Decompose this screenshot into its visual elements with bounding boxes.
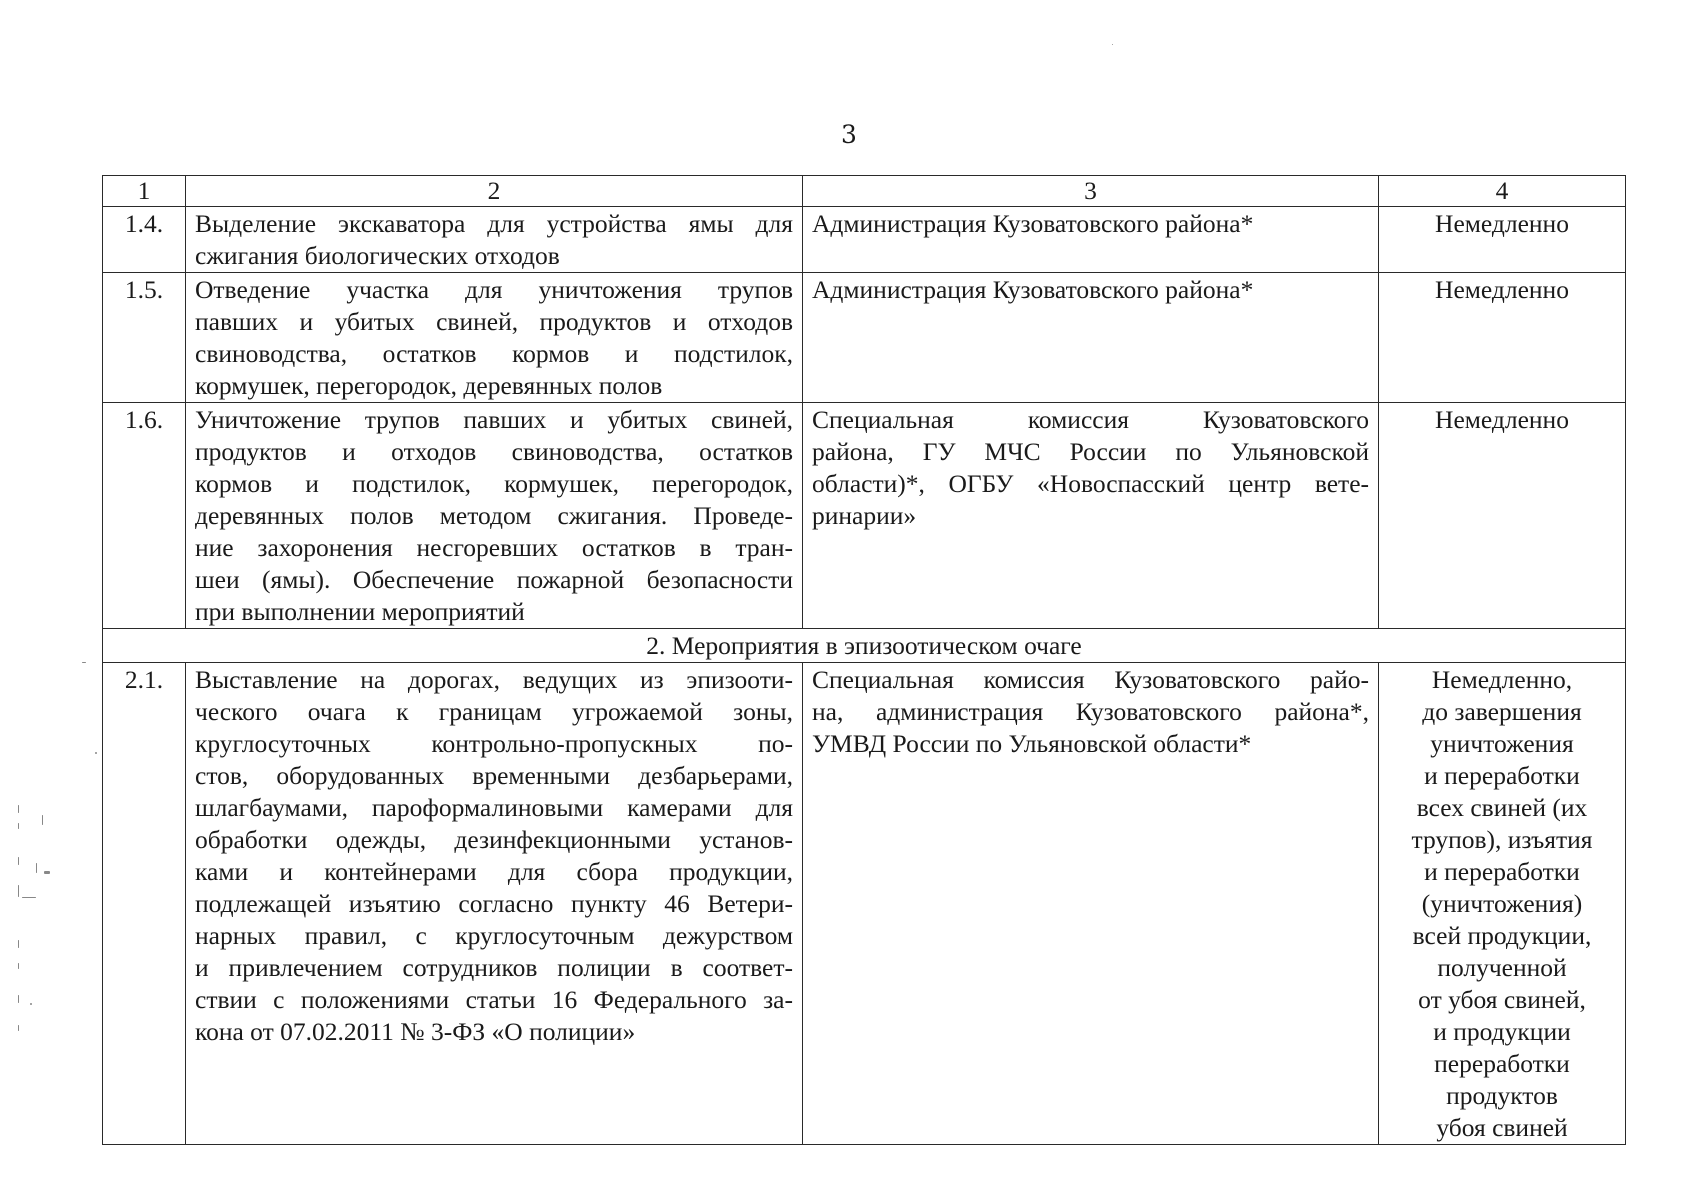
table-row <box>103 207 1626 273</box>
text-line: шеи (ямы). Обеспечение пожарной безопасности <box>195 565 793 594</box>
text-line: Специальная комиссия Кузоватовского <box>812 405 1369 434</box>
text-line: ческого очага к границам угрожаемой зоны, <box>195 697 793 726</box>
text-line: Администрация Кузоватовского района* <box>812 275 1254 304</box>
measures-table <box>102 175 1626 1145</box>
scan-speck <box>1112 44 1113 45</box>
text-line: ние захоронения несгоревших остатков в тран- <box>195 533 793 562</box>
text-line: круглосуточных контрольно-пропускных по- <box>195 729 793 758</box>
text-line: Выставление на дорогах, ведущих из эпизооти- <box>195 665 793 694</box>
text-line: и переработки <box>1424 761 1580 790</box>
text-line: Специальная комиссия Кузоватовского райо- <box>812 665 1369 694</box>
text-line: деревянных полов методом сжигания. Проведе- <box>195 501 793 530</box>
text-line: переработки <box>1434 1049 1570 1078</box>
event-cell <box>186 207 803 273</box>
row-number: 1.6. <box>103 403 186 629</box>
event-cell <box>186 663 803 1145</box>
text-line: и продукции <box>1433 1017 1571 1046</box>
row-number: 2.1. <box>103 663 186 1145</box>
text-line: полученной <box>1437 953 1567 982</box>
text-line: ствии с положениями статьи 16 Федерального за- <box>195 985 793 1014</box>
text-line: и привлечением сотрудников полиции в соответ- <box>195 953 793 982</box>
scan-speck <box>82 662 86 663</box>
text-line: ринарии» <box>812 501 917 530</box>
event-cell <box>186 273 803 403</box>
text-line: ками и контейнерами для сбора продукции, <box>195 857 793 886</box>
text-line: стов, оборудованных временными дезбарьерами, <box>195 761 793 790</box>
text-line: Отведение участка для уничтожения трупов <box>195 275 793 304</box>
text-line: Уничтожение трупов павших и убитых свиней, <box>195 405 793 434</box>
text-line: Немедленно, <box>1431 665 1573 694</box>
table-row <box>103 663 1626 1145</box>
text-line: шлагбаумами, пароформалиновыми камерами для <box>195 793 793 822</box>
text-line: от убоя свиней, <box>1418 985 1586 1014</box>
text-line: всей продукции, <box>1412 921 1592 950</box>
text-line: подлежащей изъятию согласно пункту 46 Ветери- <box>195 889 793 918</box>
row-number: 1.5. <box>103 273 186 403</box>
table-header-row <box>103 176 1626 207</box>
row-number: 1.4. <box>103 207 186 273</box>
responsible-cell <box>803 273 1379 403</box>
text-line: уничтожения <box>1430 729 1574 758</box>
text-line: павших и убитых свиней, продуктов и отходов <box>195 307 793 336</box>
scan-speck <box>95 752 97 754</box>
text-line: Администрация Кузоватовского района* <box>812 209 1254 238</box>
text-line: обработки одежды, дезинфекционными установ- <box>195 825 793 854</box>
text-line: всех свиней (их <box>1416 793 1588 822</box>
text-line: (уничтожения) <box>1421 889 1583 918</box>
text-line: продуктов <box>1446 1081 1558 1110</box>
text-line: кона от 07.02.2011 № 3-ФЗ «О полиции» <box>195 1017 636 1046</box>
text-line: сжигания биологических отходов <box>195 241 560 270</box>
table-row <box>103 273 1626 403</box>
column-header-number: 1 <box>103 176 186 207</box>
text-line: Немедленно <box>1435 209 1569 238</box>
text-line: Выделение экскаватора для устройства ямы для <box>195 209 793 238</box>
column-header-event: 2 <box>186 176 803 207</box>
text-line: района, ГУ МЧС России по Ульяновской <box>812 437 1369 466</box>
table-row <box>103 403 1626 629</box>
text-line: и переработки <box>1424 857 1580 886</box>
scan-artifacts <box>14 805 64 1045</box>
responsible-cell <box>803 663 1379 1145</box>
event-cell <box>186 403 803 629</box>
text-line: до завершения <box>1422 697 1582 726</box>
page-number: 3 <box>841 120 857 149</box>
text-line: кормов и подстилок, кормушек, перегородок, <box>195 469 793 498</box>
responsible-cell <box>803 403 1379 629</box>
deadline-cell <box>1379 273 1626 403</box>
text-line: кормушек, перегородок, деревянных полов <box>195 371 663 400</box>
text-line: трупов), изъятия <box>1411 825 1593 854</box>
text-line: продуктов и отходов свиноводства, остатков <box>195 437 793 466</box>
text-line: убоя свиней <box>1436 1113 1568 1142</box>
text-line: нарных правил, с круглосуточным дежурством <box>195 921 793 950</box>
column-header-deadline: 4 <box>1379 176 1626 207</box>
text-line: свиноводства, остатков кормов и подстилок, <box>195 339 793 368</box>
deadline-cell <box>1379 663 1626 1145</box>
section-heading-row <box>103 629 1626 663</box>
deadline-cell <box>1379 207 1626 273</box>
text-line: на, администрация Кузоватовского района*, <box>812 697 1369 726</box>
responsible-cell <box>803 207 1379 273</box>
column-header-responsible: 3 <box>803 176 1379 207</box>
deadline-cell <box>1379 403 1626 629</box>
text-line: Немедленно <box>1435 405 1569 434</box>
text-line: УМВД России по Ульяновской области* <box>812 729 1252 758</box>
section-heading: 2. Мероприятия в эпизоотическом очаге <box>103 629 1626 663</box>
text-line: области)*, ОГБУ «Новоспасский центр вете- <box>812 469 1369 498</box>
text-line: при выполнении мероприятий <box>195 597 525 626</box>
text-line: Немедленно <box>1435 275 1569 304</box>
